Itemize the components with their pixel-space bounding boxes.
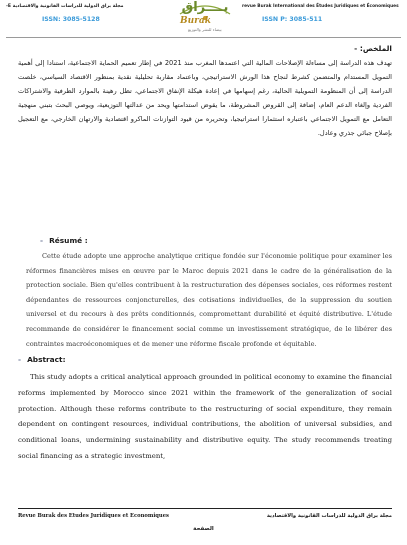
french-abstract-heading	[40, 236, 88, 245]
arabic-abstract-text: تهدف هذه الدراسة إلى مساءلة الإصلاحات المالية التي اعتمدها المغرب منذ 2021 في إطار تعميم الحماية الاجتماعية، استنادا إلى أهمية التمويل المستدام والمتضمن كشرط لنجاح هذا الورش الاستراتيجي، وباعتماد مقاربة تحليلية نقدية بمنظور الاقتصاد السياسي، خلصت الدراسة إلى أن المنظومة التمويلية الحالية، رغم إسهامها في إعادة هيكلة الإنفاق الاجتماعي، تظل رهينة بالموارد الظرفية والاشتراكات الفردية وإلغاء الدعم العام، إضافة إلى القروض المشروطة، ما يقوض استدامتها ويحد من عدالتها التوزيعية، ويوصي البحث بتبني منهجية التعامل مع التمويل الاجتماعي باعتباره استثمارا استراتيجيا، وتحريره من قيود التوازنات الماكرو اقتصادية والارتهان الخارجي، مع التعجيل بإصلاح جبائي جذري وعادل.	[18, 59, 392, 137]
heading-bullet: -	[40, 236, 44, 245]
logo-subtitle: بيضاء للنشر والتوزيع	[188, 27, 222, 32]
french-abstract-paragraph: Cette étude adopte une approche analytique critique fondée sur l'économie politique pour examiner les réformes financières mises en œuvre par le Maroc depuis 2021 dans le cadre de la généralisation de la protection sociale. Bien qu'elles contribuent à la restructuration des dépenses sociales, ces réformes restent dépendantes de ressources conjoncturelles, des cotisations individuelles, de la suppression du soutien universel et du recours à des prêts conditionnés, compromettant durabilité et équité distributive. L'étude recommande de considérer le financement social comme un investissement stratégique, de le libérer des contraintes macroéconomiques et de mener une réforme fiscale profonde et équitable.	[26, 252, 392, 348]
heading-bullet: -	[354, 44, 358, 53]
heading-label: Abstract:	[27, 355, 66, 364]
english-abstract-paragraph: This study adopts a critical analytical approach grounded in political economy to examine the financial reforms implemented by Morocco since 2021 within the framework of the generalization of social protection. Although these reforms contribute to the restructuring of social expenditure, they remain dependent on contingent resources, individual contributions, the abolition of universal subsidies, and conditional loans, undermining sustainability and distributive equity. The study recommends treating social financing as a strategic investment,	[18, 373, 392, 460]
heading-bullet: -	[18, 355, 22, 364]
page-number-label: الصفحة	[193, 526, 214, 532]
logo-text-latin: Burak	[180, 16, 211, 26]
journal-logo	[174, 0, 236, 36]
header-divider	[6, 37, 401, 38]
issn-electronic: ISSN: 3085-5128	[42, 16, 100, 23]
footer-journal-name-arabic: مجلة براق الدولية للدراسات القانونية والاقتصادية	[266, 513, 392, 519]
issn-print: ISSN P: 3085-511	[262, 16, 323, 23]
footer-divider	[18, 508, 392, 509]
heading-label: Résumé :	[49, 236, 88, 245]
page-header	[0, 0, 407, 38]
english-abstract-text	[18, 370, 392, 465]
heading-label: الملخص:	[359, 44, 392, 53]
journal-title-arabic: مجلة براق الدولية للدراسات القانونية والاقتصادية E-	[6, 4, 124, 9]
french-abstract-text	[26, 249, 392, 351]
logo-text-arabic: بــــراق	[181, 0, 229, 15]
arabic-abstract-heading	[300, 44, 392, 53]
english-abstract-heading	[18, 355, 66, 364]
journal-title-french: revue Burak International des Études Juridiques et Économiques	[242, 4, 399, 9]
footer-journal-name-french: Revue Burak des Etudes Juridiques et Economiques	[18, 513, 169, 519]
